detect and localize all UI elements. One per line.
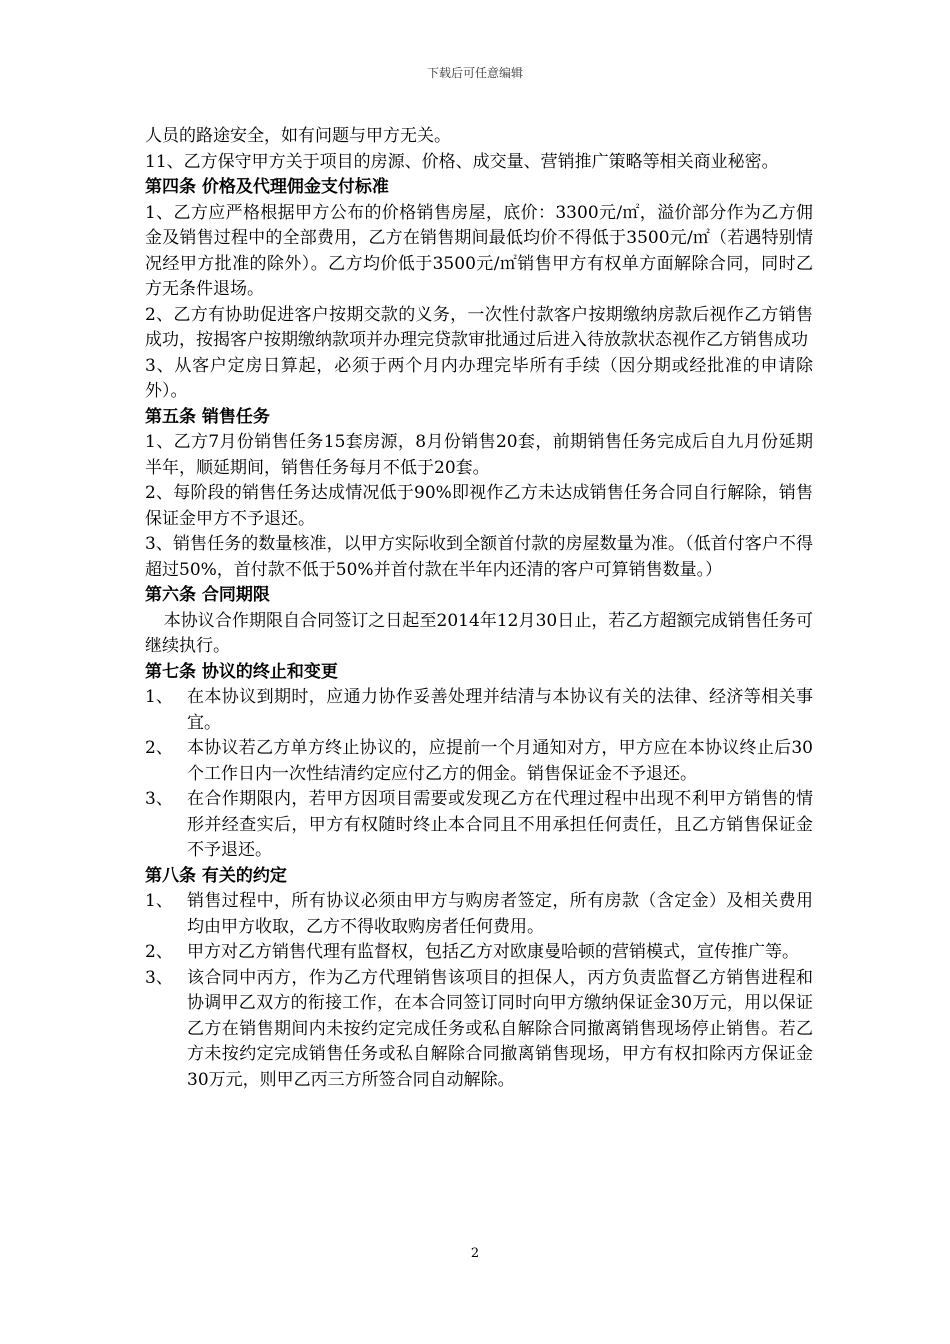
section-heading-8: 第八条 有关的约定 — [145, 865, 287, 886]
paragraph: 人员的路途安全，如有问题与甲方无关。 — [145, 126, 451, 146]
list-item-number: 3、 — [145, 789, 173, 809]
section-heading-6: 第六条 合同期限 — [145, 585, 270, 605]
list-item — [145, 736, 813, 787]
list-item-number: 1、 — [145, 891, 173, 911]
section-heading-5: 第五条 销售任务 — [145, 406, 270, 427]
list-item — [145, 940, 813, 966]
section-heading-7: 第七条 协议的终止和变更 — [145, 661, 338, 682]
paragraph: 本协议合作期限自合同签订之日起至2014年12月30日止，若乙方超额完成销售任务可继续执行。 — [145, 610, 813, 656]
document-body — [145, 124, 813, 1093]
paragraph: 3、销售任务的数量核准，以甲方实际收到全额首付款的房屋数量为准。（低首付客户不得超过50%，首付款不低于50%并首付款在半年内还清的客户可算销售数量。） — [145, 534, 813, 580]
section-heading-4: 第四条 价格及代理佣金支付标准 — [145, 177, 389, 197]
list-item — [145, 966, 813, 1094]
page-number: 2 — [470, 1246, 480, 1261]
list-item-number: 1、 — [145, 687, 173, 707]
list-item-number: 3、 — [145, 967, 173, 988]
list-item — [145, 787, 813, 864]
paragraph: 3、从客户定房日算起，必须于两个月内办理完毕所有手续（因分期或经批准的申请除外）。 — [145, 355, 813, 401]
list-item-text: 甲方对乙方销售代理有监督权，包括乙方对欧康曼哈顿的营销模式，宣传推广等。 — [187, 942, 799, 962]
paragraph: 1、乙方应严格根据甲方公布的价格销售房屋，底价：3300元/㎡，溢价部分作为乙方佣金及销售过程中的全部费用，乙方在销售期间最低均价不得低于3500元/㎡（若遇特别情况经甲方批准的除外）。乙方均价低于3500元/㎡销售甲方有权单方面解除合同，同时乙方无条件退场。 — [145, 202, 813, 299]
list-item-number: 2、 — [145, 738, 173, 758]
paragraph: 1、乙方7月份销售任务15套房源，8月份销售20套，前期销售任务完成后自九月份延期半年，顺延期间，销售任务每月不低于20套。 — [145, 432, 813, 478]
list-item-number: 2、 — [145, 942, 173, 962]
list-item-text: 销售过程中，所有协议必须由甲方与购房者签定，所有房款（含定金）及相关费用均由甲方收取，乙方不得收取购房者任何费用。 — [187, 891, 813, 937]
list-item-text: 本协议若乙方单方终止协议的，应提前一个月通知对方，甲方应在本协议终止后30个工作日内一次性结清约定应付乙方的佣金。销售保证金不予退还。 — [187, 738, 813, 784]
list-item-text: 在本协议到期时，应通力协作妥善处理并结清与本协议有关的法律、经济等相关事宜。 — [187, 687, 813, 733]
list-item — [145, 685, 813, 736]
page-header: 下载后可任意编辑 — [426, 66, 523, 80]
paragraph: 2、乙方有协助促进客户按期交款的义务，一次性付款客户按期缴纳房款后视作乙方销售成功，按揭客户按期缴纳款项并办理完贷款审批通过后进入待放款状态视作乙方销售成功 — [145, 304, 813, 350]
paragraph: 2、每阶段的销售任务达成情况低于90%即视作乙方未达成销售任务合同自行解除，销售保证金甲方不予退还。 — [145, 483, 813, 529]
list-item-text: 在合作期限内，若甲方因项目需要或发现乙方在代理过程中出现不利甲方销售的情形并经查实后，甲方有权随时终止本合同且不用承担任何责任，且乙方销售保证金不予退还。 — [187, 789, 813, 860]
list-item-text: 该合同中丙方，作为乙方代理销售该项目的担保人，丙方负责监督乙方销售进程和协调甲乙双方的衔接工作，在本合同签订同时向甲方缴纳保证金30万元，用以保证乙方在销售期间内未按约定完成任务或私自解除合同撤离销售现场停止销售。若乙方未按约定完成销售任务或私自解除合同撤离销售现场，甲方有权扣除丙方保证金30万元，则甲乙丙三方所签合同自动解除。 — [187, 967, 813, 1090]
list-item — [145, 889, 813, 940]
paragraph: 11、乙方保守甲方关于项目的房源、价格、成交量、营销推广策略等相关商业秘密。 — [145, 151, 779, 172]
